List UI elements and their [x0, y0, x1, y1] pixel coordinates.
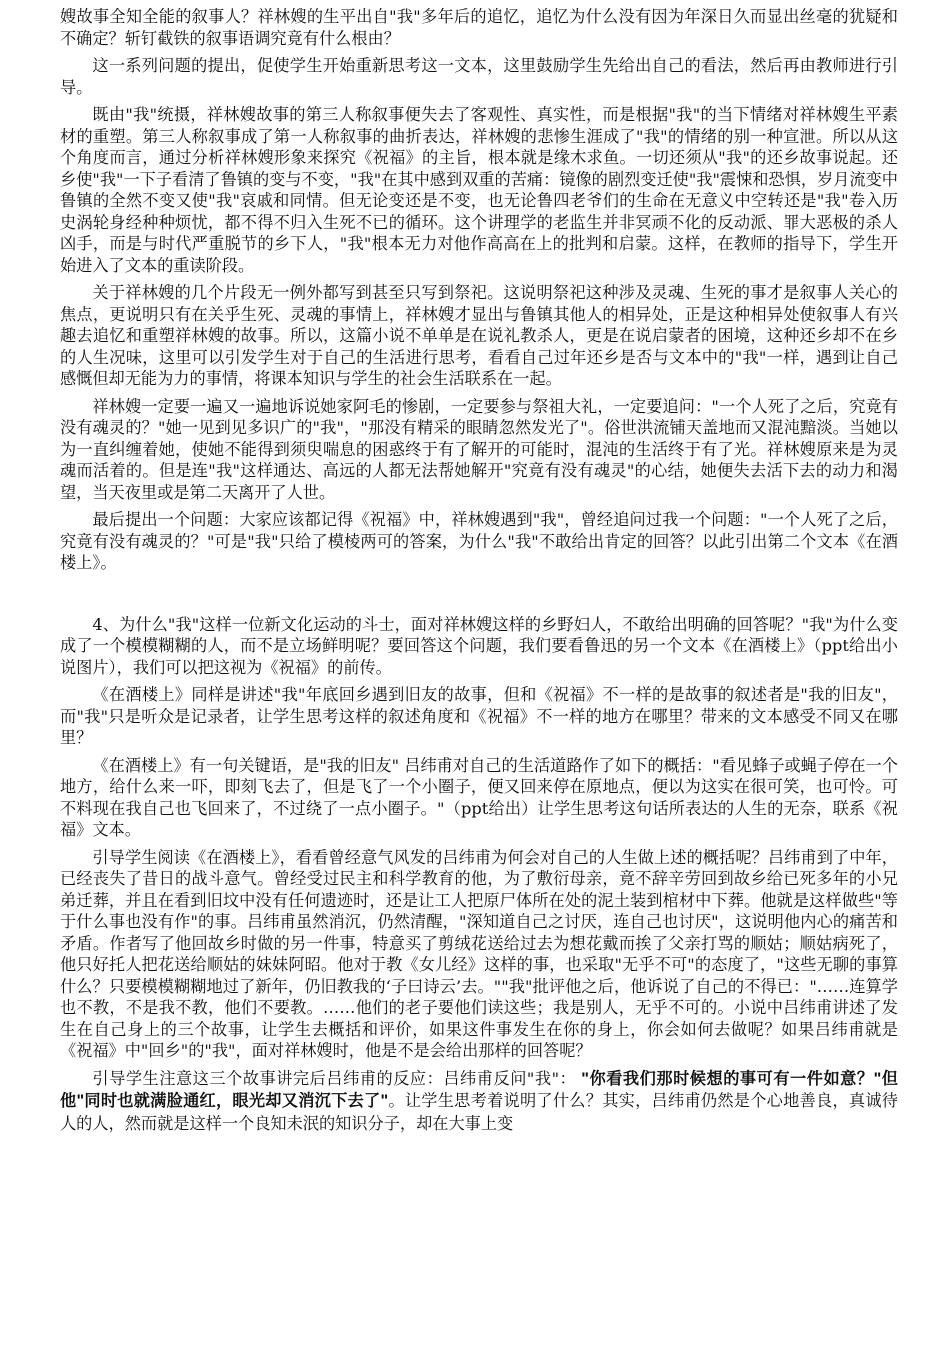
- paragraph-8: 《在酒楼上》同样是讲述"我"年底回乡遇到旧友的故事，但和《祝福》不一样的是故事的叙述者是"我的旧友"，而"我"只是听众是记录者，让学生思考这样的叙述角度和《祝福》不一样的地方在哪里？带来的文本感受不同又在哪里？: [60, 685, 898, 747]
- paragraph-6: 最后提出一个问题：大家应该都记得《祝福》中，祥林嫂遇到"我"，曾经追问过我一个问题："一个人死了之后，究竟有没有魂灵的？"可是"我"只给了模棱两可的答案，为什么"我"不敢给出肯定的回答？以此引出第二个文本《在酒楼上》。: [60, 510, 898, 572]
- paragraph-4: 关于祥林嫂的几个片段无一例外都写到甚至只写到祭祀。这说明祭祀这种涉及灵魂、生死的事才是叙事人关心的焦点，更说明只有在关乎生死、灵魂的事情上，祥林嫂才显出与鲁镇其他人的相异处，正是这种相异处使叙事人有兴趣去追忆和重塑祥林嫂的故事。所以，这篇小说不单单是在说礼教杀人，更是在说启蒙者的困境，这种还乡却不在乡的人生况味，这里可以引发学生对于自己的生活进行思考，看看自己过年还乡是否与文本中的"我"一样，遇到让自己感慨但却无能为力的事情，将课本知识与学生的社会生活联系在一起。: [60, 283, 898, 388]
- paragraph-11-rest: 。让学生思考着说明了什么？其实，吕纬甫仍然是个心地善良，真诚待人的人，然而就是这样一个良知未泯的知识分子，却在大事上变: [60, 1091, 898, 1133]
- paragraph-11-intro: 引导学生注意这三个故事讲完后吕纬甫的反应：吕纬甫反问"我"：: [92, 1068, 577, 1088]
- paragraph-10: 引导学生阅读《在酒楼上》，看看曾经意气风发的吕纬甫为何会对自己的人生做上述的概括呢？吕纬甫到了中年，已经丧失了昔日的战斗意气。曾经受过民主和科学教育的他，为了敷衍母亲，竟不辞辛劳回到故乡给已死多年的小兄弟迁葬，并且在看到旧坟中没有任何遗迹时，还是让工人把原尸体所在处的泥土装到棺材中下葬。他就是这样做些"等于什么事也没有作"的事。吕纬甫虽然消沉，仍然清醒，"深知道自己之讨厌，连自己也讨厌"，这说明他内心的痛苦和矛盾。作者写了他回故乡时做的另一件事，特意买了剪绒花送给过去为想花戴而挨了父亲打骂的顺姑；顺姑病死了，他只好托人把花送给顺姑的妹妹阿昭。他对于教《女儿经》这样的事，也采取"无乎不可"的态度了，"这些无聊的事算什么？只要模模糊糊地过了新年，仍旧教我的‘子曰诗云’去。""我"批评他之后，他诉说了自己的不得已："……连算学也不教，不是我不教，他们不要教。……他们的老子要他们读这些；我是别人，无乎不可的。小说中吕纬甫讲述了发生在自己身上的三个故事，让学生去概括和评价，如果这件事发生在你的身上，你会如何去做呢？如果吕纬甫就是《祝福》中"回乡"的"我"，面对祥林嫂时，他是不是会给出那样的回答呢？: [60, 847, 898, 1060]
- section-gap: [60, 580, 898, 614]
- paragraph-11-quote: "你看我们那时候想的事可有一件如意？"但他"同时也就满脸通红，眼光却又消沉下去了": [60, 1069, 898, 1110]
- paragraph-1: 嫂故事全知全能的叙事人？祥林嫂的生平出自"我"多年后的追忆，追忆为什么没有因为年深日久而显出丝毫的犹疑和不确定？斩钉截铁的叙事语调究竟有什么根由？: [60, 7, 898, 48]
- paragraph-7: 4、为什么"我"这样一位新文化运动的斗士，面对祥林嫂这样的乡野妇人，不敢给出明确的回答呢？"我"为什么变成了一个模模糊糊的人，而不是立场鲜明呢？要回答这个问题，我们要看鲁迅的另一个文本《在酒楼上》（ppt给出小说图片），我们可以把这视为《祝福》的前传。: [60, 614, 898, 677]
- paragraph-5: 祥林嫂一定要一遍又一遍地诉说她家阿毛的惨剧，一定要参与祭祖大礼，一定要追问："一个人死了之后，究竟有没有魂灵的？"她一见到见多识广的"我"，"那没有精采的眼睛忽然发光了"。俗世洪流铺天盖地而又混沌黯淡。当她以为一直纠缠着她，使她不能得到须臾喘息的困惑终于有了解开的可能时，混沌的生活终于有了光。祥林嫂原来是为灵魂而活着的。但是连"我"这样通达、高远的人都无法帮她解开"究竟有没有魂灵"的心结，她便失去活下去的动力和渴望，当天夜里或是第二天离开了人世。: [60, 396, 898, 502]
- paragraph-9: 《在酒楼上》有一句关键语，是"我的旧友" 吕纬甫对自己的生活道路作了如下的概括："看见蜂子或蝇子停在一个地方，给什么来一吓，即刻飞去了，但是飞了一个小圈子，便又回来停在原地点，便以为这实在很可笑，也可怜。可不料现在我自己也飞回来了，不过绕了一点小圈子。"（ppt给出）让学生思考这句话所表达的人生的无奈，联系《祝福》文本。: [60, 755, 898, 839]
- document-page: [60, 6, 898, 1140]
- paragraph-3: 既由"我"统摄，祥林嫂故事的第三人称叙事便失去了客观性、真实性，而是根据"我"的当下情绪对祥林嫂生平素材的重塑。第三人称叙事成了第一人称叙事的曲折表达，祥林嫂的悲惨生涯成了"我"的情绪的别一种宣泄。所以从这个角度而言，通过分析祥林嫂形象来探究《祝福》的主旨，根本就是缘木求鱼。一切还须从"我"的还乡故事说起。还乡使"我"一下子看清了鲁镇的变与不变，"我"在其中感到双重的苦痛：镜像的剧烈变迁使"我"震悚和恐惧，岁月流变中鲁镇的全然不变又使"我"哀戚和同情。但无论变还是不变，也无论鲁四老爷们的生命在无意义中空转还是"我"卷入历史涡轮身经种种烦忧，都不得不归入生死不已的循环。这个讲理学的老监生并非冥顽不化的反动派、罪大恶极的杀人凶手，而是与时代严重脱节的乡下人，"我"根本无力对他作高高在上的批判和启蒙。这样，在教师的指导下，学生开始进入了文本的重读阶段。: [60, 105, 898, 275]
- paragraph-11: [60, 1068, 898, 1135]
- paragraph-2: 这一系列问题的提出，促使学生开始重新思考这一文本，这里鼓励学生先给出自己的看法，然后再由教师进行引导。: [60, 56, 898, 97]
